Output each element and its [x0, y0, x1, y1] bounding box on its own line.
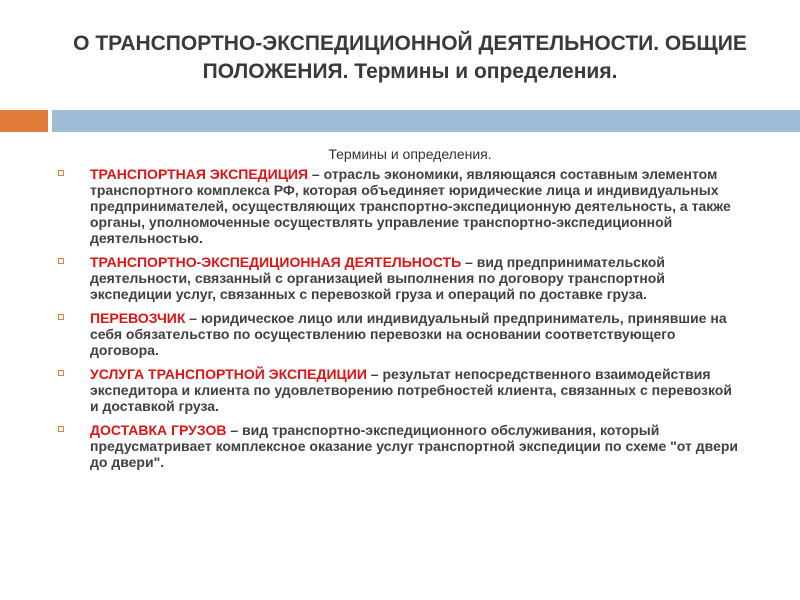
square-bullet-icon [58, 258, 64, 264]
definition-item [58, 254, 738, 302]
definition-text: – юридическое лицо или индивидуальный предприниматель, принявшие на себя обязательство по осуществлению перевозки на основании соответствующего договора. [90, 310, 727, 358]
definitions-list [58, 166, 738, 478]
slide-title: О ТРАНСПОРТНО-ЭКСПЕДИЦИОННОЙ ДЕЯТЕЛЬНОСТИ. ОБЩИЕ ПОЛОЖЕНИЯ. Термины и определения. [73, 32, 747, 83]
decor-bar-blue [52, 110, 800, 132]
definition-text: – вид предпринимательской деятельности, связанный с организацией выполнения по договору транспортной экспедиции услуг, связанных с перевозкой груза и операций по доставке груза. [90, 254, 665, 302]
definition-item [58, 310, 738, 358]
square-bullet-icon [58, 170, 64, 176]
definition-item [58, 166, 738, 246]
definition-item [58, 422, 738, 470]
definition-term: УСЛУГА ТРАНСПОРТНОЙ ЭКСПЕДИЦИИ [90, 366, 367, 382]
square-bullet-icon [58, 314, 64, 320]
definition-item [58, 366, 738, 414]
slide-subtitle: Термины и определения. [328, 146, 492, 162]
decor-bar-orange [0, 110, 48, 132]
square-bullet-icon [58, 370, 64, 376]
definition-term: ДОСТАВКА ГРУЗОВ [90, 422, 227, 438]
definition-term: ТРАНСПОРТНО-ЭКСПЕДИЦИОННАЯ ДЕЯТЕЛЬНОСТЬ [90, 254, 462, 270]
definition-text: – отрасль экономики, являющаяся составным элементом транспортного комплекса РФ, которая объединяет юридические лица и индивидуальных предпринимателей, осуществляющих транспортно-экспедиционную деятельность, а также органы, уполномоченные осуществлять управление транспортно-экспедиционной деятельностью. [90, 166, 731, 246]
definition-text: – результат непосредственного взаимодействия экспедитора и клиента по удовлетворению потребностей клиента, связанных с перевозкой и доставкой груза. [90, 366, 732, 414]
square-bullet-icon [58, 426, 64, 432]
definition-text: – вид транспортно-экспедиционного обслуживания, который предусматривает комплексное оказание услуг транспортной экспедиции по схеме "от двери до двери". [90, 422, 739, 470]
definition-term: ПЕРЕВОЗЧИК [90, 310, 186, 326]
definition-term: ТРАНСПОРТНАЯ ЭКСПЕДИЦИЯ [90, 166, 309, 182]
